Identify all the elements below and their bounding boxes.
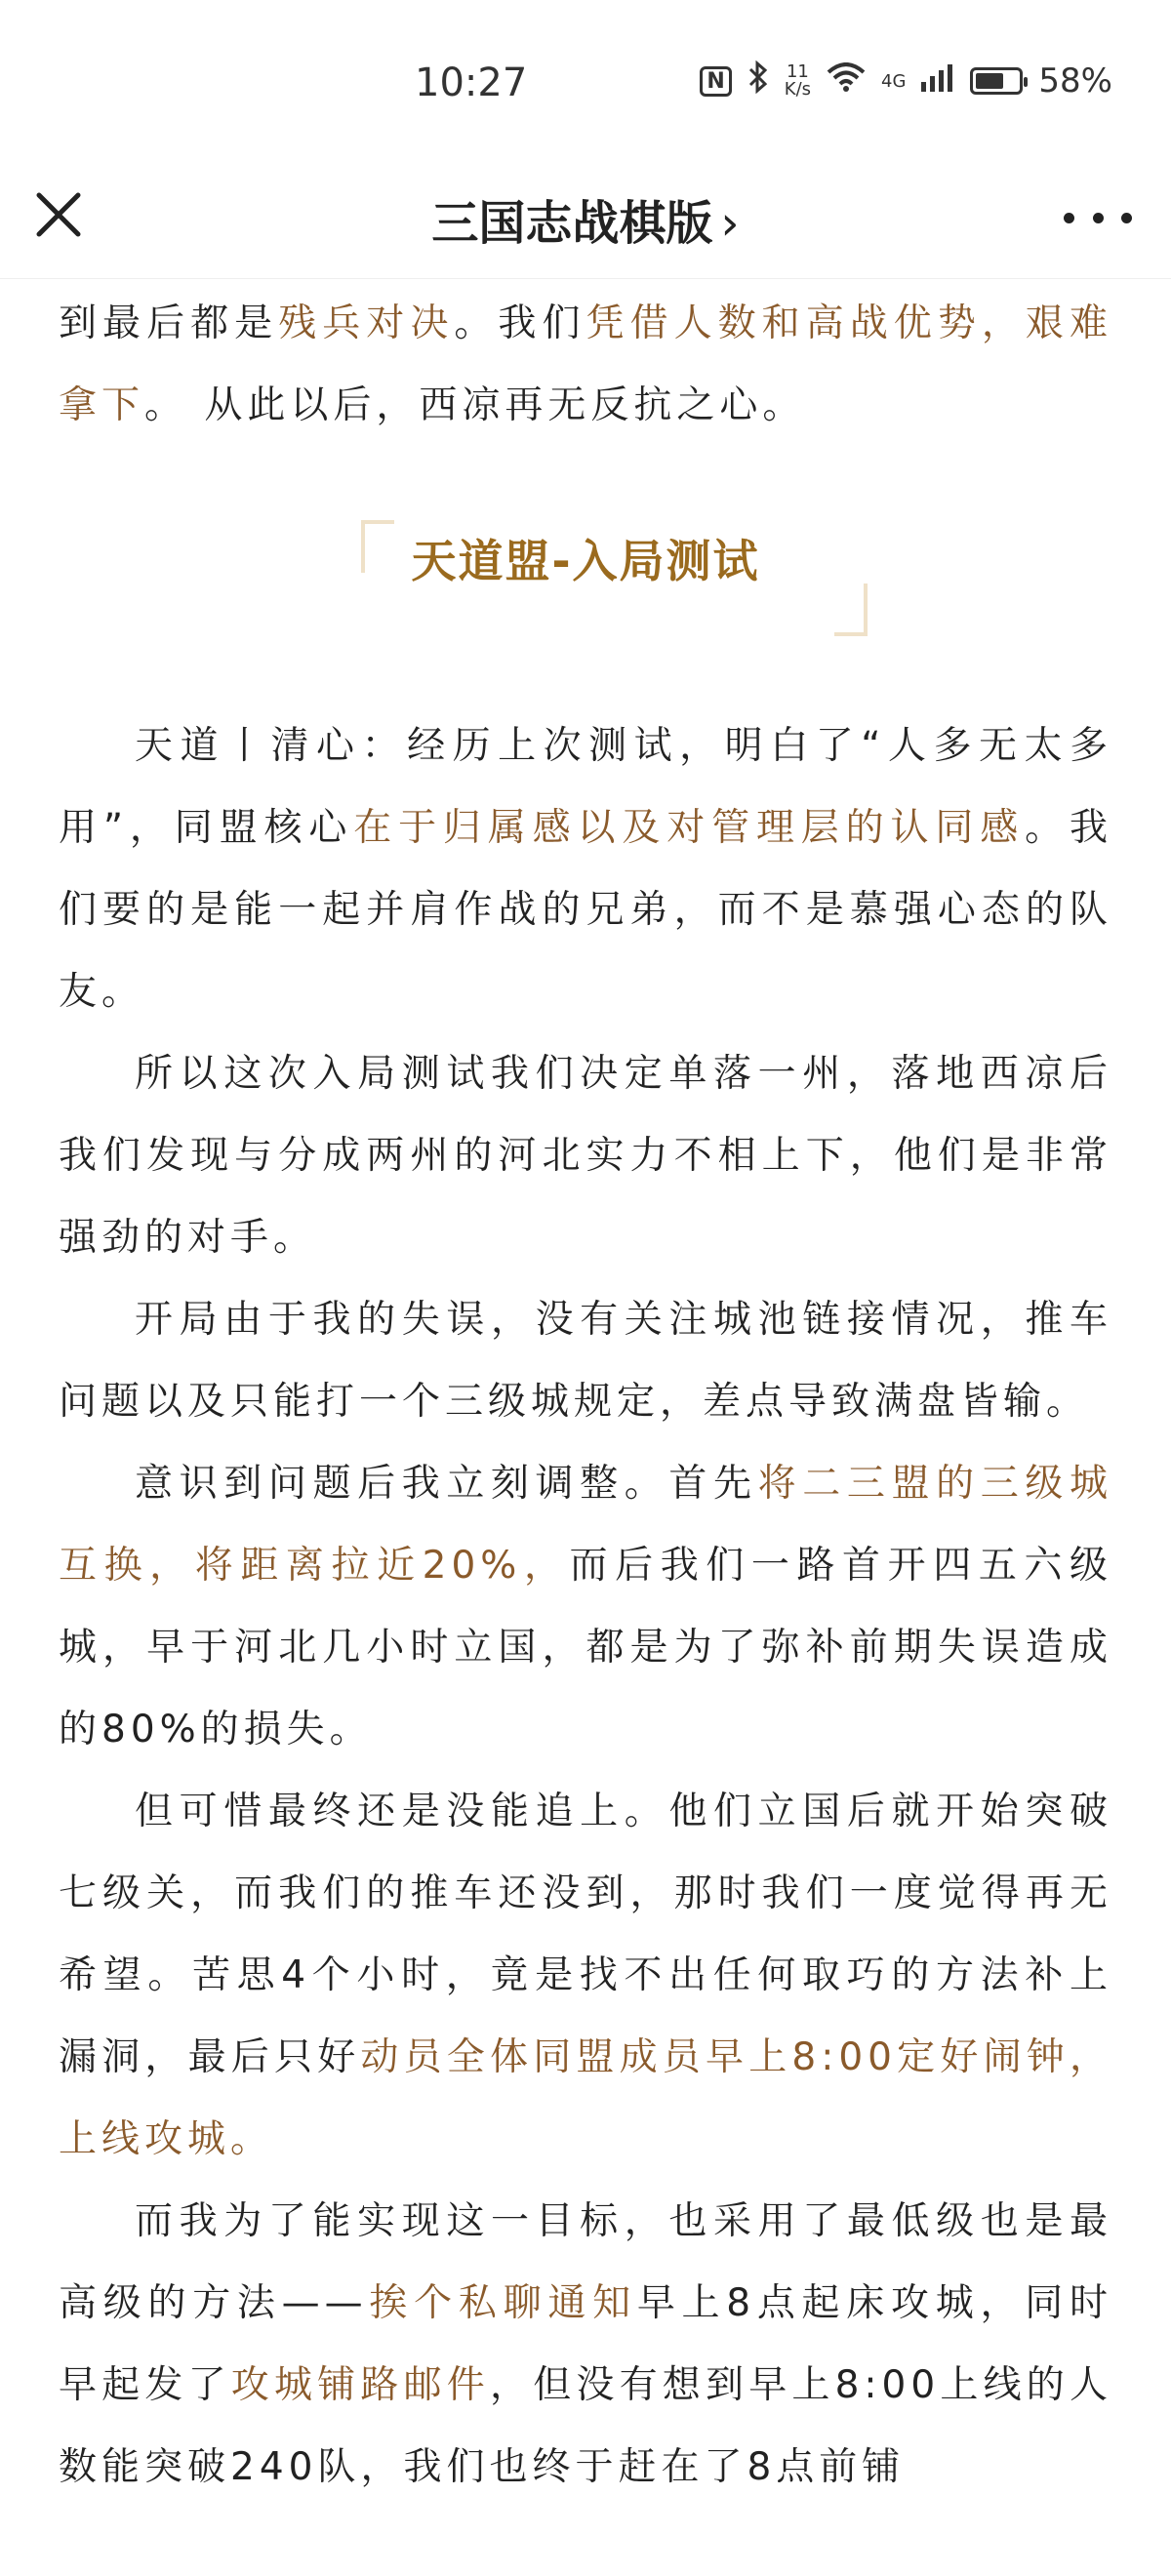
body-text: 。我们 bbox=[454, 302, 586, 345]
body-text: 而后我们一路首开四五六级城，早于河北几小时立国，都是为了弥补前期失误造成的80%的损失。 bbox=[59, 1544, 1112, 1751]
network-speed-unit: K/s bbox=[784, 79, 812, 100]
body-text: 到最后都是 bbox=[59, 302, 279, 345]
account-title-link[interactable] bbox=[0, 185, 1171, 253]
status-icons bbox=[700, 60, 1112, 101]
page-title: 三国志战棋版 bbox=[431, 196, 713, 251]
paragraph-6 bbox=[59, 2181, 1112, 2509]
paragraph-2 bbox=[59, 1033, 1112, 1279]
more-dot bbox=[1093, 213, 1104, 223]
status-time: 10:27 bbox=[415, 60, 528, 105]
highlighted-text: 将二三盟的三级城互换，将距离拉近20%， bbox=[59, 1462, 1112, 1588]
highlighted-text: 在于归属感以及对管理层的认同感 bbox=[353, 806, 1026, 850]
battery-percent: 58% bbox=[1038, 61, 1112, 101]
highlighted-text: 攻城铺路邮件 bbox=[230, 2363, 490, 2407]
more-options-button[interactable] bbox=[1064, 203, 1132, 232]
nav-bar bbox=[0, 166, 1171, 279]
highlighted-text: 凭借人数和高战优势，艰难拿下 bbox=[59, 302, 1112, 427]
heading-bracket-right bbox=[834, 584, 868, 636]
body-text: 但可惜最终还是没能追上。他们立国后就开始突破七级关，而我们的推车还没到，那时我们一度觉得再无希望。苦思4个小时，竟是找不出任何取巧的方法补上漏洞，最后只好 bbox=[59, 1790, 1112, 2079]
body-text: 。我们要的是能一起并肩作战的兄弟，而不是慕强心态的队友。 bbox=[59, 806, 1112, 1014]
network-speed-value: 11 bbox=[786, 61, 809, 82]
highlighted-text: 残兵对决 bbox=[278, 302, 455, 345]
highlighted-text: 挨个私聊通知 bbox=[367, 2281, 637, 2325]
body-text: 天道丨清心：经历上次测试，明白了“人多无太多用”，同盟核心 bbox=[59, 724, 1112, 850]
body-text: 开局由于我的失误，没有关注城池链接情况，推车问题以及只能打一个三级城规定，差点导致满盘皆输。 bbox=[59, 1298, 1112, 1424]
highlighted-text: 动员全体同盟成员早上8:00定好闹钟，上线攻城。 bbox=[59, 2035, 1112, 2161]
article-body bbox=[59, 283, 1112, 2509]
body-text: 而我为了能实现这一目标，也采用了最低级也是最高级的方法—— bbox=[59, 2199, 1112, 2325]
signal-type: 4G bbox=[881, 70, 907, 92]
paragraph-1 bbox=[59, 705, 1112, 1033]
paragraph-5 bbox=[59, 1771, 1112, 2181]
paragraph-3 bbox=[59, 1279, 1112, 1443]
bluetooth-icon bbox=[747, 60, 769, 101]
paragraph-intro-end bbox=[59, 283, 1112, 447]
body-text: 所以这次入局测试我们决定单落一州，落地西凉后我们发现与分成两州的河北实力不相上下，他们是非常强劲的对手。 bbox=[59, 1052, 1112, 1260]
section-heading bbox=[59, 501, 1112, 666]
chevron-right-icon: › bbox=[720, 196, 740, 251]
signal-icon bbox=[921, 61, 954, 101]
body-text: 意识到问题后我立刻调整。首先 bbox=[135, 1462, 758, 1506]
body-text: ，但没有想到早上8:00上线的人数能突破240队，我们也终于赶在了8点前铺 bbox=[59, 2363, 1112, 2489]
body-text: 早上8点起床攻城，同时早起发了 bbox=[59, 2281, 1112, 2407]
wifi-icon bbox=[827, 61, 866, 101]
body-text: 。 从此以后，西凉再无反抗之心。 bbox=[144, 383, 806, 427]
nfc-icon: N bbox=[700, 66, 731, 97]
battery-icon bbox=[970, 67, 1023, 95]
more-dot bbox=[1121, 213, 1132, 223]
section-heading-text: 天道盟-入局测试 bbox=[411, 535, 760, 587]
status-bar bbox=[0, 0, 1171, 166]
more-dot bbox=[1064, 213, 1074, 223]
network-speed bbox=[785, 63, 811, 99]
paragraph-4 bbox=[59, 1443, 1112, 1771]
